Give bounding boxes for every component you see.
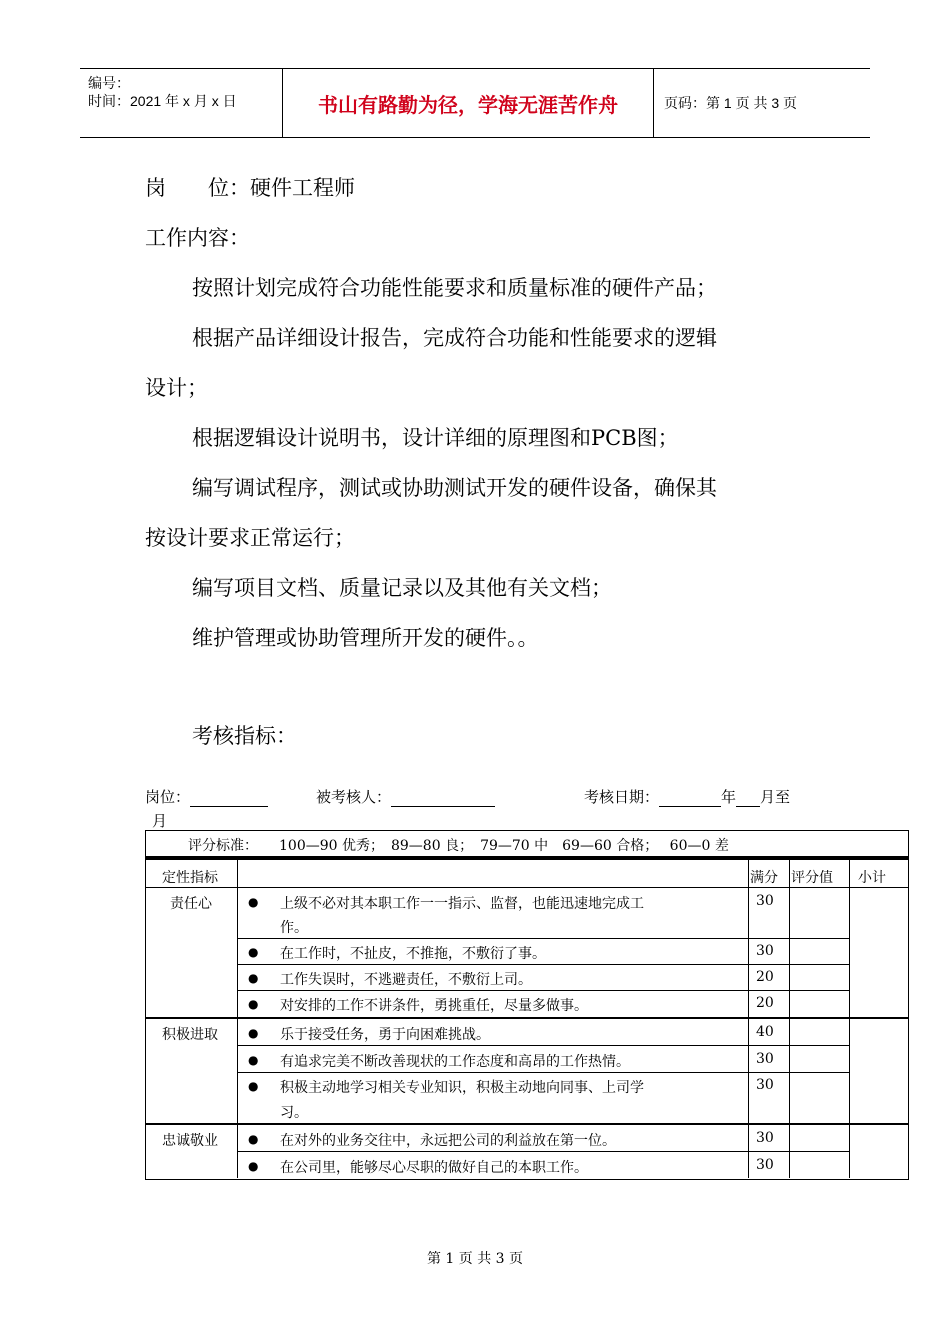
doc-number-label: 编号：: [88, 75, 130, 91]
criterion-score: 30: [756, 1077, 774, 1093]
bullet-icon: ●: [248, 1026, 259, 1040]
form-position-label: 岗位：: [145, 788, 191, 806]
header-rating: 评分值: [791, 870, 833, 886]
assess-title: 考核指标：: [192, 724, 297, 748]
form-assessee-label: 被考核人：: [316, 788, 392, 806]
criterion-score: 30: [756, 893, 774, 909]
bullet-icon: ●: [248, 945, 259, 959]
position-line: 岗 位：硬件工程师: [145, 176, 355, 200]
criterion-text: 工作失误时，不逃避责任，不敷衍上司。: [280, 972, 532, 988]
bullet-icon: ●: [248, 1159, 259, 1173]
bullet-icon: ●: [248, 1132, 259, 1146]
form-assessee: [316, 786, 495, 807]
form-date-label: 考核日期：: [584, 788, 660, 806]
duty-item: 编写项目文档、质量记录以及其他有关文档；: [192, 576, 612, 600]
criterion-score: 20: [756, 995, 774, 1011]
duty-item: 根据逻辑设计说明书，设计详细的原理图和PCB图；: [192, 426, 679, 450]
criterion-text-cont: 作。: [280, 920, 308, 936]
form-month-to-label: 月至: [760, 788, 791, 806]
criterion-text: 在工作时，不扯皮，不推拖，不敷衍了事。: [280, 946, 546, 962]
duty-item: 根据产品详细设计报告，完成符合功能和性能要求的逻辑: [192, 326, 717, 350]
bullet-icon: ●: [248, 1079, 259, 1093]
page-header: [80, 68, 870, 138]
duty-item: 维护管理或协助管理所开发的硬件。。: [192, 626, 539, 650]
criterion-score: 40: [756, 1024, 774, 1040]
criterion-text: 上级不必对其本职工作一一指示、监督，也能迅速地完成工: [280, 896, 644, 912]
criterion-text: 对安排的工作不讲条件，勇挑重任，尽量多做事。: [280, 998, 588, 1014]
group-name: 积极进取: [162, 1027, 218, 1043]
criterion-text: 积极主动地学习相关专业知识，积极主动地向同事、上司学: [280, 1080, 644, 1096]
header-qualitative: 定性指标: [162, 870, 218, 886]
duty-item-cont: 设计；: [145, 376, 208, 400]
bullet-icon: ●: [248, 1053, 259, 1067]
header-page-info: 页码：第 1 页 共 3 页: [664, 95, 798, 111]
form-month-end: 月: [152, 812, 168, 830]
bullet-icon: ●: [248, 895, 259, 909]
form-position: [145, 786, 268, 807]
criterion-score: 20: [756, 969, 774, 985]
assessment-table: [145, 830, 909, 1180]
bullet-icon: ●: [248, 997, 259, 1011]
form-position-blank[interactable]: [190, 791, 268, 807]
criterion-score: 30: [756, 1130, 774, 1146]
criterion-text: 有追求完美不断改善现状的工作态度和高昂的工作热情。: [280, 1054, 630, 1070]
page-footer: 第 1 页 共 3 页: [426, 1251, 524, 1267]
form-year-blank[interactable]: [659, 791, 721, 807]
criterion-score: 30: [756, 1051, 774, 1067]
criterion-text: 在对外的业务交往中，永远把公司的利益放在第一位。: [280, 1133, 616, 1149]
doc-date: 时间：2021 年 x 月 x 日: [88, 93, 237, 109]
group-name: 忠诚敬业: [162, 1133, 218, 1149]
form-date: [584, 786, 790, 807]
duty-item: 按照计划完成符合功能性能要求和质量标准的硬件产品；: [192, 276, 717, 300]
duty-item: 编写调试程序，测试或协助测试开发的硬件设备，确保其: [192, 476, 717, 500]
scoring-criteria: 评分标准： 100—90 优秀； 89—80 良； 79—70 中 69—60 合格； 60—0 差: [188, 838, 729, 854]
group-name: 责任心: [170, 896, 212, 912]
bullet-icon: ●: [248, 971, 259, 985]
header-full-score: 满分: [750, 870, 778, 886]
header-motto: 书山有路勤为径，学海无涯苦作舟: [283, 69, 654, 137]
form-assessee-blank[interactable]: [391, 791, 495, 807]
form-month-blank[interactable]: [736, 791, 760, 807]
criterion-score: 30: [756, 943, 774, 959]
criterion-text: 在公司里，能够尽心尽职的做好自己的本职工作。: [280, 1160, 588, 1176]
duty-item-cont: 按设计要求正常运行；: [145, 526, 355, 550]
header-meta: [80, 69, 283, 137]
criterion-score: 30: [756, 1157, 774, 1173]
form-year-label: 年: [721, 788, 737, 806]
content-title: 工作内容：: [145, 226, 250, 250]
criterion-text: 乐于接受任务，勇于向困难挑战。: [280, 1027, 490, 1043]
criterion-text-cont: 习。: [280, 1105, 308, 1121]
header-subtotal: 小计: [858, 870, 886, 886]
